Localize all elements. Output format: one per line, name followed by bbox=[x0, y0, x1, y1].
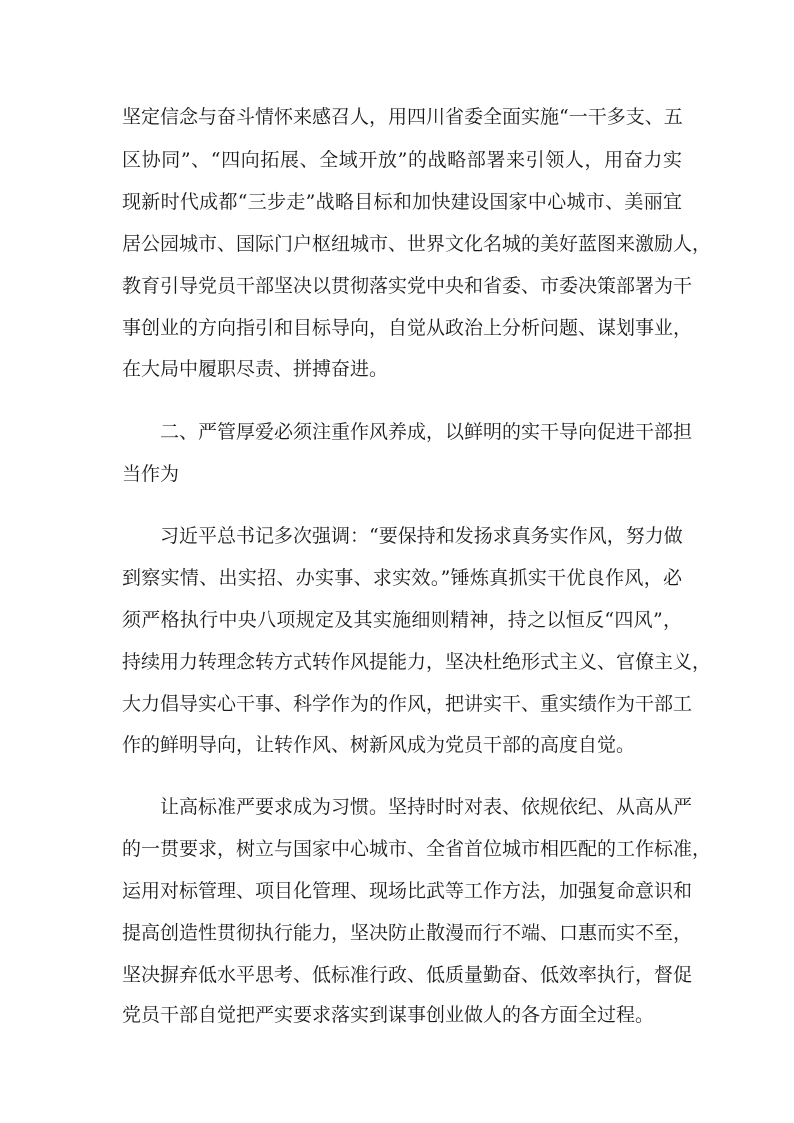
section-heading: 二、严管厚爱必须注重作风养成，以鲜明的实干导向促进干部担 bbox=[160, 421, 693, 443]
paragraph-line: 持续用力转理念转方式转作风提能力，坚决杜绝形式主义、官僚主义， bbox=[122, 651, 712, 673]
paragraph-line: 须严格执行中央八项规定及其实施细则精神，持之以恒反“四风”， bbox=[122, 609, 682, 631]
paragraph-line: 提高创造性贯彻执行能力，坚决防止散漫而行不端、口惠而实不至， bbox=[122, 922, 693, 944]
paragraph-line: 居公园城市、国际门户枢纽城市、世界文化名城的美好蓝图来激励人， bbox=[122, 233, 712, 255]
paragraph-line: 现新时代成都“三步走”战略目标和加快建设国家中心城市、美丽宜 bbox=[122, 191, 682, 213]
paragraph-line: 让高标准严要求成为习惯。坚持时时对表、依规依纪、从高从严 bbox=[160, 796, 693, 818]
paragraph-line: 党员干部自觉把严实要求落实到谋事创业做人的各方面全过程。 bbox=[122, 1004, 655, 1026]
paragraph-line: 大力倡导实心干事、科学作为的作风，把讲实干、重实绩作为干部工 bbox=[122, 693, 693, 715]
paragraph-line: 运用对标管理、项目化管理、现场比武等工作方法，加强复命意识和 bbox=[122, 880, 693, 902]
section-heading: 当作为 bbox=[122, 463, 180, 485]
paragraph-line: 坚决摒弃低水平思考、低标准行政、低质量勤奋、低效率执行，督促 bbox=[122, 964, 693, 986]
paragraph-line: 教育引导党员干部坚决以贯彻落实党中央和省委、市委决策部署为干 bbox=[122, 275, 693, 297]
paragraph-line: 习近平总书记多次强调：“要保持和发扬求真务实作风，努力做 bbox=[160, 525, 683, 547]
paragraph-line: 到察实情、出实招、办实事、求实效。”锤炼真抓实干优良作风，必 bbox=[122, 567, 682, 589]
paragraph-line: 在大局中履职尽责、拼搏奋进。 bbox=[122, 358, 389, 380]
paragraph-line: 区协同”、“四向拓展、全域开放”的战略部署来引领人，用奋力实 bbox=[122, 149, 682, 171]
paragraph-line: 作的鲜明导向，让转作风、树新风成为党员干部的高度自觉。 bbox=[122, 734, 636, 756]
paragraph-line: 坚定信念与奋斗情怀来感召人，用四川省委全面实施“一干多支、五 bbox=[122, 106, 683, 128]
paragraph-line: 的一贯要求，树立与国家中心城市、全省首位城市相匹配的工作标准， bbox=[122, 838, 712, 860]
paragraph-line: 事创业的方向指引和目标导向，自觉从政治上分析问题、谋划事业， bbox=[122, 317, 693, 339]
